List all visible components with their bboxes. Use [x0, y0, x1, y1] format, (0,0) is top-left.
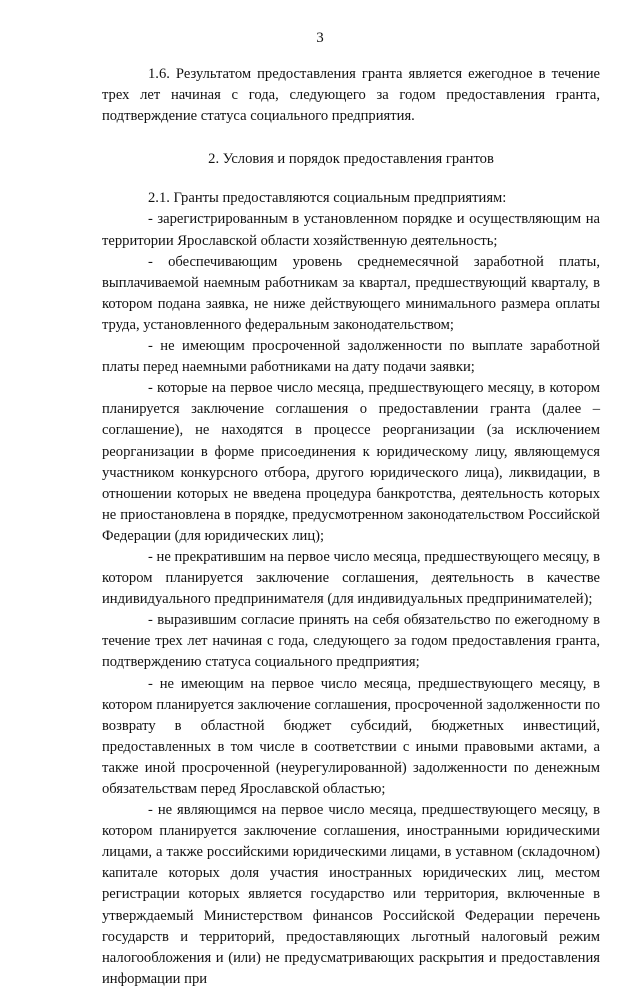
paragraph-2-1-intro: 2.1. Гранты предоставляются социальным предприятиям: [148, 190, 507, 207]
list-item: - обеспечивающим уровень среднемесячной заработной платы, выплачиваемой наемным работникам за квартал, предшествующий кварталу, в котором подана заявка, не ниже действующего минимального размера оплаты труда, установленного федеральным законодательством; [102, 253, 600, 333]
list-item: - зарегистрированным в установленном порядке и осуществляющим на территории Ярославской области хозяйственную деятельность; [102, 211, 600, 249]
list-item: - не имеющим на первое число месяца, предшествующего месяцу, в котором планируется заключение соглашения, просроченной задолженности по возврату в областной бюджет субсидий, бюджетных инвестиций, предоставленных в том числе в соответствии с иными правовыми актами, а также иной просроченной (неурегулированной) задолженности по денежным обязательствам перед Ярославской областью; [102, 675, 600, 797]
page-number: 3 [316, 30, 324, 46]
document-body [102, 64, 600, 990]
list-item: - не прекратившим на первое число месяца, предшествующего месяцу, в котором планируется заключение соглашения, деятельность в качестве индивидуального предпринимателя (для индивидуальных предпринимателей); [102, 548, 600, 608]
list-item: - которые на первое число месяца, предшествующего месяцу, в котором планируется заключение соглашения о предоставлении гранта (далее – соглашение), не находятся в процессе реорганизации (за исключением реорганизации в форме присоединения к юридическому лицу, являющемуся участником конкурсного отбора, другого юридического лица), ликвидации, в отношении которых не введена процедура банкротства, деятельность которых не приостановлена в порядке, предусмотренном законодательством Российской Федерации (для юридических лиц); [102, 380, 600, 544]
section-heading: 2. Условия и порядок предоставления грантов [208, 151, 494, 168]
list-item: - выразившим согласие принять на себя обязательство по ежегодному в течение трех лет начиная с года, следующего за годом предоставления гранта, подтверждению статуса социального предприятия; [102, 612, 600, 671]
list-item: - не имеющим просроченной задолженности по выплате заработной платы перед наемными работниками на дату подачи заявки; [102, 338, 600, 376]
paragraph-1-6: 1.6. Результатом предоставления гранта является ежегодное в течение трех лет начиная с года, следующего за годом предоставления гранта, подтверждение статуса социального предприятия. [102, 66, 600, 125]
list-item: - не являющимся на первое число месяца, предшествующего месяцу, в котором планируется заключение соглашения, иностранными юридическими лицами, а также российскими юридическими лицами, в уставном (складочном) капитале которых доля участия иностранных юридических лиц, местом регистрации которых является государство или территория, включенные в утверждаемый Министерством финансов Российской Федерации перечень государств и территорий, предоставляющих льготный налоговый режим налогообложения и (или) не предусматривающих раскрытия и предоставления информации при [102, 802, 600, 987]
